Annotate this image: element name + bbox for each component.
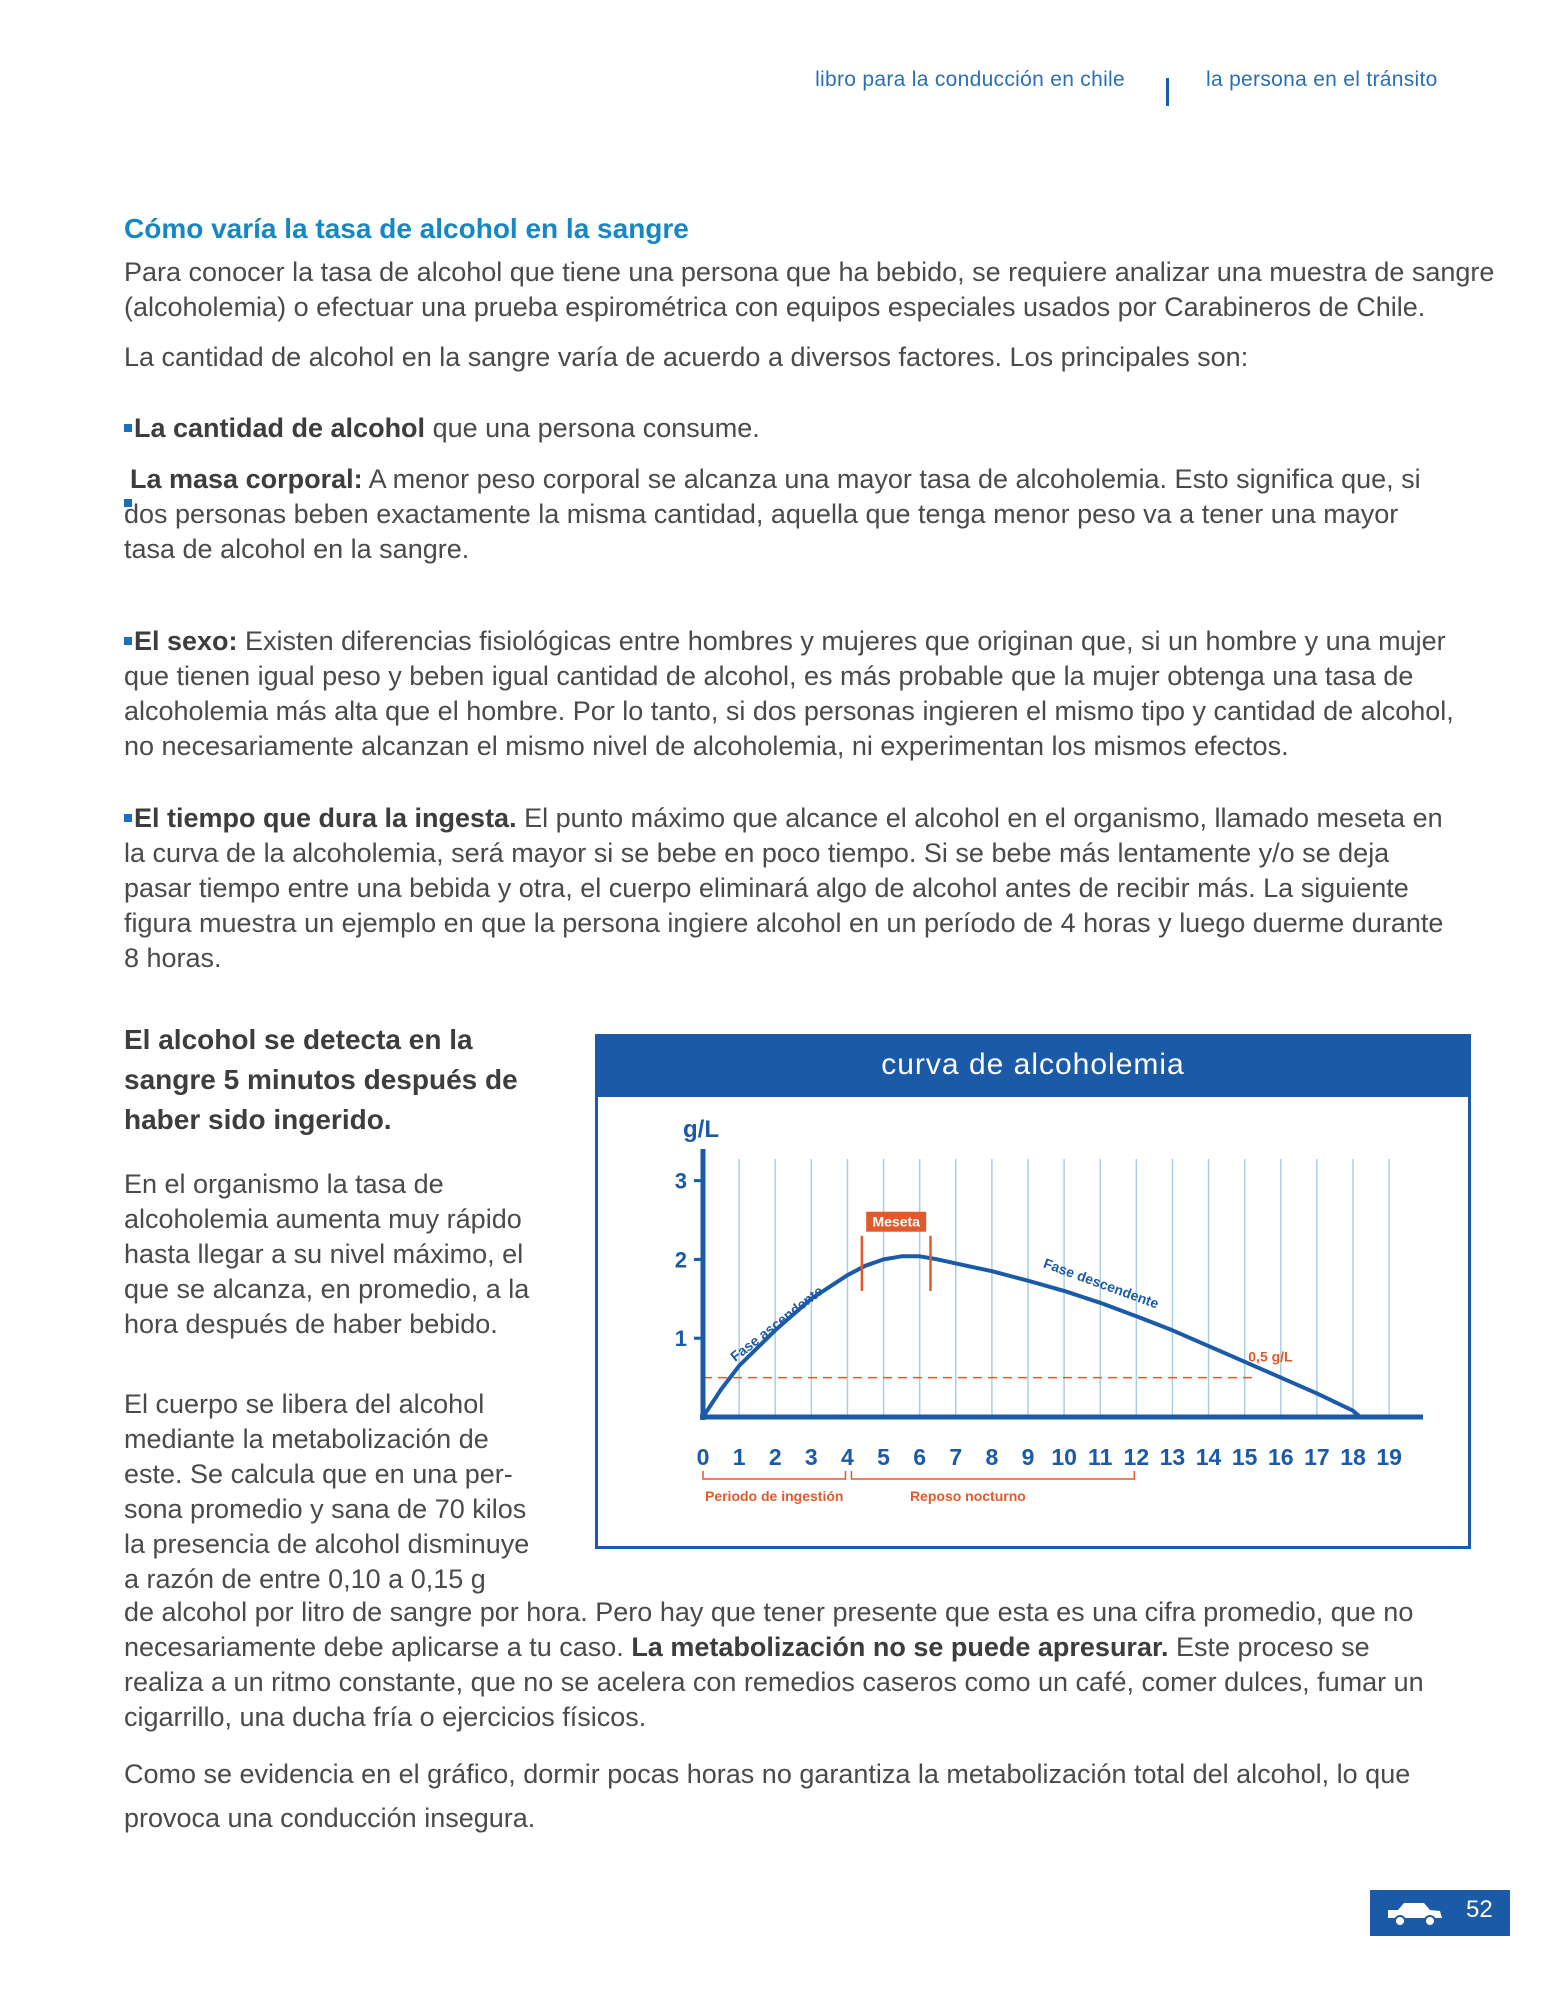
period-bracket — [703, 1471, 845, 1479]
chapter-title: la persona en el tránsito — [1206, 68, 1438, 91]
intro-paragraph-1: Para conocer la tasa de alcohol que tiene una persona que ha bebido, se requiere analizar una muestra de sangre (alcoholemia) o efectuar una prueba espirométrica con equipos especiales usados por Carabineros de Chile. — [124, 257, 1495, 322]
factor-item — [124, 462, 1444, 567]
section-title: Cómo varía la tasa de alcohol en la sangre — [124, 213, 689, 244]
continuation-paragraph — [124, 1595, 1454, 1735]
x-tick-label: 17 — [1304, 1444, 1330, 1470]
rising-phase-label: Fase ascendente — [727, 1282, 826, 1365]
bullet-icon — [124, 637, 132, 645]
sidebar-line: mediante la metabolización de — [124, 1424, 489, 1454]
bullet-icon — [124, 814, 132, 822]
header-divider — [1166, 78, 1169, 106]
period-bracket — [851, 1471, 1134, 1479]
chart-plot — [598, 1037, 1468, 1546]
factor-item — [124, 411, 1524, 446]
y-axis-label: g/L — [683, 1116, 719, 1143]
sidebar-highlight: El alcohol se detecta en la sangre 5 minutos después de haber sido ingerido. — [124, 1024, 518, 1135]
sidebar-line: El cuerpo se libera del alcohol — [124, 1389, 485, 1419]
y-tick-label: 1 — [674, 1326, 687, 1352]
bullet-icon — [124, 424, 132, 432]
x-tick-label: 18 — [1340, 1444, 1366, 1470]
x-tick-label: 11 — [1088, 1444, 1113, 1470]
x-tick-label: 10 — [1051, 1444, 1077, 1470]
x-tick-label: 5 — [877, 1444, 890, 1470]
factor-label: El tiempo que dura la ingesta. — [134, 803, 517, 833]
sidebar-paragraph-1: En el organismo la tasa de alcoholemia aumenta muy rápido hasta llegar a su nivel máximo, el que se alcanza, en promedio, a la hora después de haber bebido. — [124, 1169, 530, 1339]
factor-text: A menor peso corporal se alcanza una mayor tasa de alcoholemia. Esto significa que, si dos personas beben exactamente la misma cantidad, aquella que tenga menor peso va a tener una mayor tasa de alcohol en la sangre. — [124, 464, 1421, 564]
period-label: Periodo de ingestión — [704, 1488, 844, 1504]
sidebar-line: este. Se calcula que en una per- — [124, 1459, 513, 1489]
book-title: libro para la conducción en chile — [815, 68, 1125, 91]
continuation-bold: La metabolización no se puede apresurar. — [631, 1632, 1169, 1662]
x-tick-label: 12 — [1123, 1444, 1150, 1470]
x-tick-label: 3 — [804, 1444, 818, 1470]
x-tick-label: 4 — [841, 1444, 854, 1470]
plateau-label: Meseta — [872, 1213, 920, 1230]
page-number-tab — [1370, 1890, 1510, 1936]
y-tick-label: 2 — [674, 1247, 687, 1273]
x-tick-label: 1 — [732, 1444, 746, 1470]
period-label: Reposo nocturno — [909, 1488, 1026, 1504]
car-icon — [1384, 1900, 1446, 1928]
factor-text: que una persona consume. — [425, 413, 760, 443]
alcoholemia-curve — [703, 1256, 1360, 1417]
intro-paragraph-2: La cantidad de alcohol en la sangre varía de acuerdo a diversos factores. Los principales son: — [124, 342, 1249, 372]
x-tick-label: 16 — [1267, 1444, 1294, 1470]
x-tick-label: 2 — [768, 1444, 782, 1470]
continuation-text-end: Este proceso se realiza a un ritmo constante, que no se acelera con remedios caseros como un café, comer dulces, fumar un cigarrillo, una ducha fría o ejercicios físicos. — [124, 1632, 1424, 1732]
y-tick-label: 3 — [674, 1168, 687, 1194]
falling-phase-label: Fase descendente — [1041, 1254, 1161, 1312]
x-tick-label: 14 — [1195, 1444, 1222, 1470]
sidebar-paragraph-2 — [124, 1387, 584, 1597]
factor-item — [124, 801, 1464, 976]
page-number: 52 — [1466, 1896, 1493, 1923]
x-tick-label: 13 — [1159, 1444, 1186, 1470]
sidebar-line: la presencia de alcohol disminuye — [124, 1529, 530, 1559]
reference-label: 0,5 g/L — [1248, 1348, 1293, 1365]
x-tick-label: 0 — [696, 1444, 710, 1470]
x-tick-label: 9 — [1021, 1444, 1035, 1470]
continuation-text: de alcohol por litro de sangre por hora. Pero hay que tener presente que esta es una cifra promedio, que no necesariamente debe aplicarse a tu caso. — [124, 1597, 1414, 1662]
factor-label: La cantidad de alcohol — [134, 413, 426, 443]
factor-text: El punto máximo que alcance el alcohol en el organismo, llamado meseta en la curva de la alcoholemia, será mayor si se bebe en poco tiempo. Si se bebe más lentamente y/o se deja pasar tiempo entre una bebida y otra, el cuerpo eliminará algo de alcohol antes de recibir más. La siguiente figura muestra un ejemplo en que la persona ingiere alcohol en un período de 4 horas y luego duerme durante 8 horas. — [124, 803, 1444, 973]
factor-label: El sexo: — [134, 626, 238, 656]
alcoholemia-chart — [595, 1034, 1471, 1549]
sidebar-line: sona promedio y sana de 70 kilos — [124, 1494, 527, 1524]
factor-item — [124, 624, 1484, 764]
x-tick-label: 7 — [949, 1444, 963, 1470]
x-tick-label: 8 — [985, 1444, 999, 1470]
running-header — [0, 68, 1545, 108]
x-tick-label: 15 — [1231, 1444, 1258, 1470]
sidebar-line: a razón de entre 0,10 a 0,15 g — [124, 1564, 486, 1594]
chart-title: curva de alcoholemia — [881, 1048, 1185, 1081]
factor-text: Existen diferencias fisiológicas entre hombres y mujeres que originan que, si un hombre y una mujer que tienen igual peso y beben igual cantidad de alcohol, es más probable que la mujer obtenga una tasa de alcoholemia más alta que el hombre. Por lo tanto, si dos personas ingieren el mismo tipo y cantidad de alcohol, no necesariamente alcanzan el mismo nivel de alcoholemia, ni experimentan los mismos efectos. — [124, 626, 1454, 761]
x-tick-label: 19 — [1376, 1444, 1402, 1470]
factor-label: La masa corporal: — [130, 464, 363, 494]
x-tick-label: 6 — [913, 1444, 927, 1470]
closing-paragraph: Como se evidencia en el gráfico, dormir pocas horas no garantiza la metabolización total del alcohol, lo que provoca una conducción insegura. — [124, 1759, 1411, 1833]
